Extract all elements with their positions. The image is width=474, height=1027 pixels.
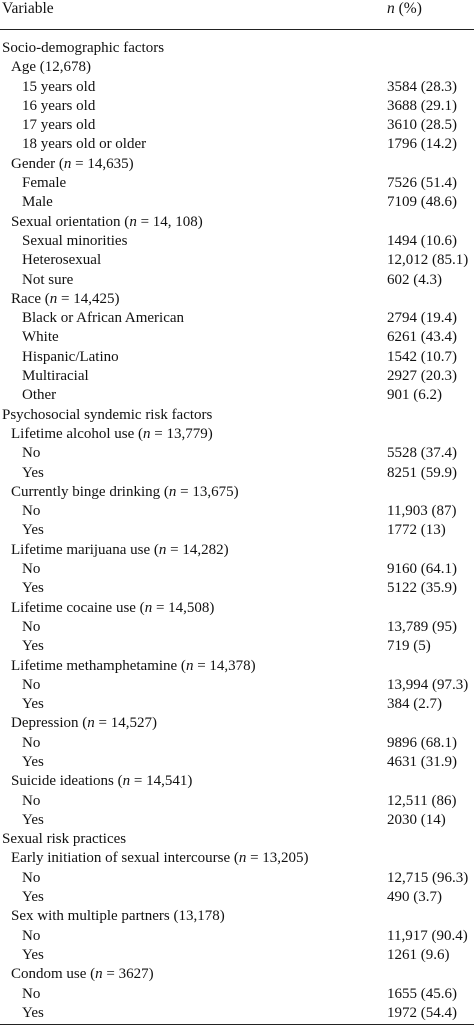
category-row [0,521,474,540]
row-label-text: Psychosocial syndemic risk factors [2,406,213,423]
row-value: 2927 (20.3) [387,368,457,385]
row-label [0,444,40,463]
category-row [0,116,474,135]
row-label [0,811,44,830]
row-value: 9896 (68.1) [387,734,457,751]
row-value: 1972 (54.4) [387,1004,457,1021]
row-value: 602 (4.3) [387,271,442,288]
variable-row [0,290,474,309]
row-value: 13,994 (97.3) [387,676,469,693]
row-label [0,116,95,135]
variable-row [0,772,474,791]
row-value: 8251 (59.9) [387,464,457,481]
row-label-tail: = 14,508) [152,599,215,616]
row-label [0,599,214,618]
row-value: 2794 (19.4) [387,310,457,327]
row-label-text: Early initiation of sexual intercourse ( [11,850,239,867]
row-label-text: Yes [22,522,44,539]
category-row [0,1004,474,1023]
category-row [0,174,474,193]
row-label-text: No [22,734,41,751]
row-label [0,521,44,540]
category-row [0,464,474,483]
row-label [0,772,192,791]
row-label-text: 15 years old [22,78,96,95]
row-label [0,965,154,984]
row-label [0,695,44,714]
variable-row [0,849,474,868]
row-label [0,39,164,58]
variable-row [0,714,474,733]
row-label-text: Multiracial [22,368,89,385]
variable-row [0,907,474,926]
category-row [0,193,474,212]
variable-row [0,213,474,232]
row-label [0,946,44,965]
row-label [0,464,44,483]
row-value: 6261 (43.4) [387,329,457,346]
row-label [0,309,184,328]
row-label-n: n [143,425,151,442]
row-value: 3688 (29.1) [387,97,457,114]
row-label [0,271,73,290]
row-label [0,328,59,347]
row-label-text: Yes [22,696,44,713]
header-variable: Variable [2,0,54,17]
row-label-text: Heterosexual [22,252,102,269]
row-label [0,849,309,868]
row-label-tail: = 14,282) [166,541,229,558]
row-label [0,579,44,598]
row-label [0,618,40,637]
row-label [0,502,40,521]
row-label-text: Lifetime methamphetamine ( [11,657,186,674]
row-label [0,213,203,232]
row-label-text: Yes [22,1004,44,1021]
row-label-text: Depression ( [11,715,88,732]
row-value: 5528 (37.4) [387,445,457,462]
row-value: 719 (5) [387,638,431,655]
row-label-text: Yes [22,946,44,963]
row-label [0,1004,44,1023]
category-row [0,444,474,463]
category-row [0,502,474,521]
category-row [0,888,474,907]
category-row [0,811,474,830]
row-label-text: Gender ( [11,155,64,172]
row-value: 1494 (10.6) [387,232,457,249]
variable-row [0,599,474,618]
row-label-text: No [22,985,41,1002]
row-label-text: Age (12,678) [11,59,91,76]
category-row [0,348,474,367]
row-label-tail: = 13,779) [150,425,213,442]
row-label-text: White [22,329,59,346]
row-label-text: Yes [22,753,44,770]
row-value: 12,012 (85.1) [387,252,469,269]
row-label [0,869,40,888]
row-label [0,734,40,753]
category-row [0,637,474,656]
category-row [0,78,474,97]
row-label [0,714,157,733]
row-label-text: 16 years old [22,97,96,114]
variable-row [0,58,474,77]
row-label-text: Sex with multiple partners (13,178) [11,908,225,925]
row-value: 9160 (64.1) [387,561,457,578]
row-label-text: Yes [22,638,44,655]
row-value: 7109 (48.6) [387,194,457,211]
row-label-n: n [238,850,247,867]
row-value: 4631 (31.9) [387,753,457,770]
row-label [0,637,44,656]
row-label-text: No [22,676,41,693]
row-label-tail: = 13,205) [246,850,309,867]
row-value: 13,789 (95) [387,618,457,635]
row-label [0,560,40,579]
category-row [0,734,474,753]
row-label-n: n [144,599,153,616]
row-value: 12,715 (96.3) [387,869,469,886]
row-label-text: Hispanic/Latino [22,348,119,365]
row-value: 1655 (45.6) [387,985,457,1002]
category-row [0,869,474,888]
row-label-text: No [22,792,41,809]
row-label-text: 17 years old [22,117,96,134]
row-label-text: Condom use ( [11,966,96,983]
row-label [0,386,56,405]
row-label-n: n [129,213,137,230]
category-row [0,367,474,386]
category-row [0,618,474,637]
row-label [0,927,40,946]
category-row [0,328,474,347]
row-label [0,657,256,676]
header-n-percent [387,0,422,18]
header-n-suffix: (%) [394,0,422,17]
table-body [0,30,474,1023]
row-value: 11,917 (90.4) [387,927,468,944]
row-value: 490 (3.7) [387,889,442,906]
row-label-tail: = 14,378) [193,657,256,674]
category-row [0,251,474,270]
row-label [0,985,40,1004]
row-label [0,792,40,811]
category-row [0,309,474,328]
row-label-n: n [49,290,58,307]
row-label-text: No [22,927,41,944]
row-label-text: Suicide ideations ( [11,773,123,790]
row-label [0,406,212,425]
row-label-text: Lifetime marijuana use ( [11,541,159,558]
variable-row [0,425,474,444]
row-label-text: Race ( [11,290,50,307]
row-label [0,155,134,174]
row-label-text: Yes [22,811,44,828]
category-row [0,695,474,714]
variable-row [0,965,474,984]
row-label-text: Sexual orientation ( [11,213,130,230]
row-label-tail: = 3627) [102,966,154,983]
row-label [0,97,95,116]
row-label-text: Sexual risk practices [2,831,127,848]
row-value: 1796 (14.2) [387,136,457,153]
row-label-tail: = 14,425) [57,290,120,307]
row-label-tail: = 13,675) [176,483,239,500]
row-label [0,290,119,309]
row-value: 2030 (14) [387,811,446,828]
row-label-text: Sexual minorities [22,232,128,249]
row-value: 1772 (13) [387,522,446,539]
variable-row [0,541,474,560]
row-label-n: n [158,541,167,558]
row-label-text: Lifetime cocaine use ( [11,599,145,616]
row-label-text: Male [22,194,53,211]
row-label-tail: = 14,635) [71,155,134,172]
row-label-text: Yes [22,464,44,481]
row-label [0,888,44,907]
category-row [0,271,474,290]
row-value: 5122 (35.9) [387,580,457,597]
category-row [0,579,474,598]
category-row [0,135,474,154]
variable-row [0,483,474,502]
category-row [0,97,474,116]
row-label-n: n [63,155,72,172]
row-label-n: n [87,715,95,732]
row-label [0,907,225,926]
row-value: 3610 (28.5) [387,117,457,134]
row-label [0,251,101,270]
category-row [0,232,474,251]
row-value: 7526 (51.4) [387,175,457,192]
row-label-tail: = 14,527) [94,715,157,732]
row-label [0,348,119,367]
row-value: 901 (6.2) [387,387,442,404]
row-label [0,541,229,560]
row-label-text: Lifetime alcohol use ( [11,425,144,442]
section-row [0,406,474,425]
row-value: 12,511 (86) [387,792,457,809]
category-row [0,946,474,965]
row-label [0,174,66,193]
row-value: 11,903 (87) [387,503,457,520]
row-label-text: No [22,445,41,462]
category-row [0,753,474,772]
category-row [0,560,474,579]
table-header [0,0,474,30]
category-row [0,676,474,695]
row-value: 1261 (9.6) [387,946,450,963]
category-row [0,927,474,946]
section-row [0,39,474,58]
row-label-tail: = 14, 108) [136,213,203,230]
row-label [0,753,44,772]
row-label-text: Not sure [22,271,74,288]
category-row [0,985,474,1004]
row-label [0,676,40,695]
header-n-italic: n [387,0,395,17]
row-label-text: Yes [22,889,44,906]
variable-row [0,155,474,174]
row-label [0,135,146,154]
row-value: 384 (2.7) [387,696,442,713]
row-label-text: Female [22,175,67,192]
bottom-rule [0,1024,474,1025]
row-label [0,367,89,386]
row-label-n: n [185,657,194,674]
row-value: 3584 (28.3) [387,78,457,95]
variable-row [0,657,474,676]
row-label-text: Currently binge drinking ( [11,483,169,500]
row-label-text: No [22,618,41,635]
row-label-text: Yes [22,580,44,597]
row-label-tail: = 14,541) [130,773,193,790]
row-label [0,483,239,502]
section-row [0,830,474,849]
row-label-n: n [122,773,131,790]
row-label [0,830,126,849]
row-value: 1542 (10.7) [387,348,457,365]
category-row [0,386,474,405]
row-label [0,193,53,212]
row-label-text: Black or African American [22,310,185,327]
row-label [0,58,91,77]
row-label [0,232,127,251]
row-label-n: n [168,483,177,500]
row-label-n: n [95,966,103,983]
row-label-text: Socio-demographic factors [2,40,165,56]
row-label [0,78,95,97]
row-label-text: No [22,869,41,886]
row-label-text: Other [22,387,57,404]
row-label-text: No [22,503,41,520]
row-label-text: No [22,561,41,578]
row-label-text: 18 years old or older [22,136,147,153]
row-label [0,425,213,444]
category-row [0,792,474,811]
